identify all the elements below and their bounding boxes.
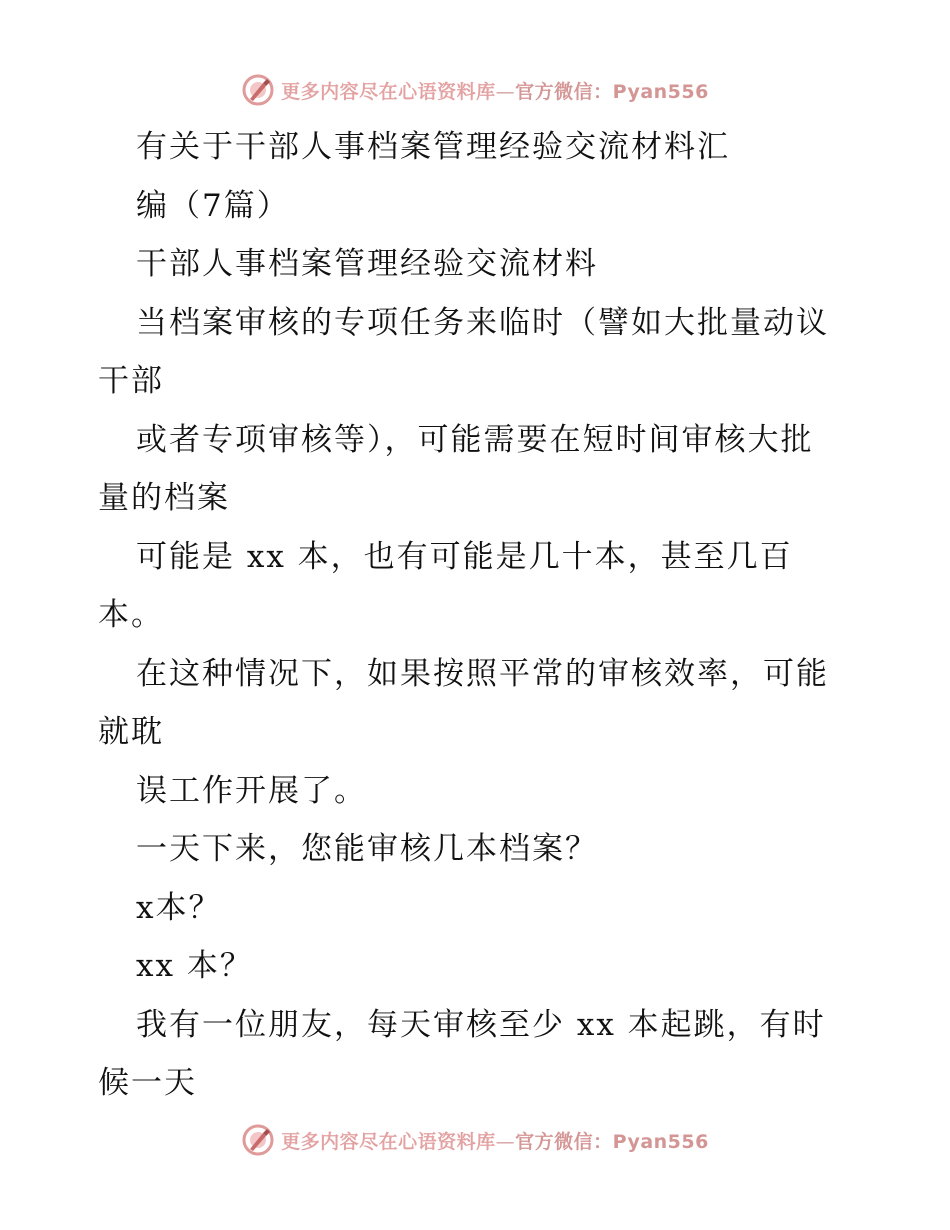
footer-banner-text: 更多内容尽在心语资料库—官方微信：Pyan556 <box>281 1130 709 1153</box>
doc-title-line-1: 有关于干部人事档案管理经验交流材料汇 <box>136 129 730 165</box>
paragraph-line: 当档案审核的专项任务来临时（譬如大批量动议 <box>136 304 829 341</box>
paragraph-line: 我有一位朋友，每天审核至少 xx 本起跳，有时 <box>136 1006 826 1043</box>
paragraph-line: 或者专项审核等），可能需要在短时间审核大批 <box>136 421 814 458</box>
paragraph-line: 候一天 <box>98 1065 197 1101</box>
doc-title-line-2: 编（7篇） <box>136 187 290 224</box>
doc-subtitle: 干部人事档案管理经验交流材料 <box>136 246 598 282</box>
paragraph-line: 量的档案 <box>98 480 230 516</box>
paragraph-line: 一天下来，您能审核几本档案？ <box>136 831 598 867</box>
paragraph-line: x本？ <box>136 889 222 926</box>
pen-logo-icon <box>241 73 275 107</box>
document-body <box>98 118 858 1113</box>
paragraph-line: 本。 <box>98 597 164 633</box>
header-banner <box>0 70 950 110</box>
pen-logo-icon <box>241 1123 275 1157</box>
paragraph-line: 就耽 <box>98 714 164 750</box>
footer-banner <box>0 1120 950 1160</box>
paragraph-line: 在这种情况下，如果按照平常的审核效率，可能 <box>136 655 829 692</box>
paragraph-line: xx 本？ <box>136 948 253 984</box>
header-banner-text: 更多内容尽在心语资料库—官方微信：Pyan556 <box>281 80 709 103</box>
paragraph-line: 干部 <box>98 363 164 399</box>
paragraph-line: 误工作开展了。 <box>136 772 367 809</box>
paragraph-line: 可能是 xx 本，也有可能是几十本，甚至几百 <box>136 538 793 575</box>
